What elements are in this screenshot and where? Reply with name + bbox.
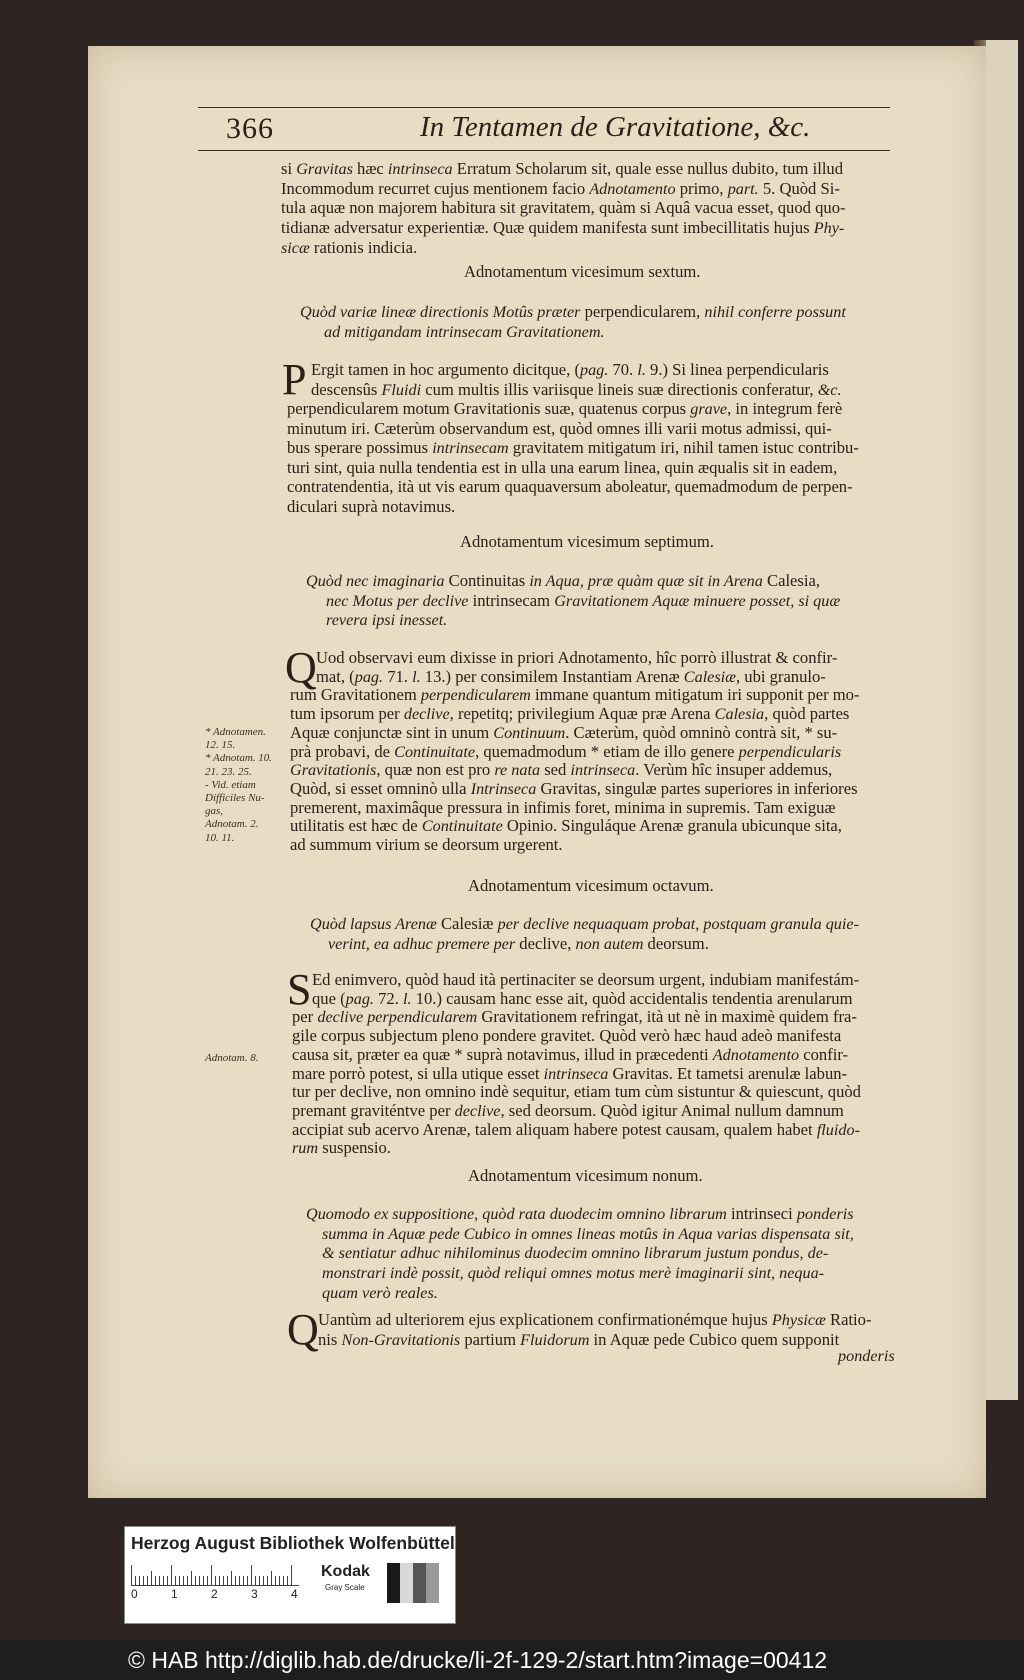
italic-run: declive bbox=[454, 1101, 501, 1120]
italic-run: summa in Aquæ pede Cubico in omnes lineas motûs in Aqua varias dispensata sit, bbox=[322, 1224, 854, 1243]
thesis-line bbox=[322, 1243, 828, 1263]
italic-run: l. bbox=[637, 361, 646, 379]
text-run: intrinsecam bbox=[468, 590, 555, 610]
text-run: . Verùm hîc insuper addemus, bbox=[635, 760, 833, 780]
paragraph-line bbox=[287, 497, 455, 517]
text-run: contratendentia, ità ut vis earum quaquaversum aboleatur, quemadmodum de perpen- bbox=[287, 477, 853, 496]
drop-cap-q2: Q bbox=[287, 1305, 319, 1354]
paragraph-line bbox=[281, 218, 844, 238]
text-run: Gravitas, singulæ partes superiores in inferiores bbox=[536, 778, 858, 798]
text-run: Calesiæ bbox=[436, 914, 498, 933]
margin-note: ‑ Vid. etiam bbox=[205, 778, 256, 791]
text-run: que ( bbox=[312, 988, 346, 1008]
gray-scale-patches bbox=[387, 1563, 439, 1603]
italic-run: perpendicularem bbox=[420, 686, 531, 705]
text-run: tula aquæ non majorem habitura sit gravitatem, quàm si Aquâ vacua esset, quod quo- bbox=[281, 198, 846, 218]
text-run: sed bbox=[540, 760, 571, 780]
italic-run: per declive nequaquam probat, postquam granula quie- bbox=[497, 915, 859, 933]
italic-run: grave bbox=[690, 400, 728, 418]
text-run: Calesia, bbox=[762, 571, 820, 590]
ruler-tick bbox=[195, 1576, 196, 1585]
heading-adnotamentum-28: Adnotamentum vicesimum octavum. bbox=[468, 876, 714, 895]
italic-run: l. bbox=[412, 667, 421, 686]
running-head: In Tentamen de Gravitatione, &c. bbox=[420, 111, 811, 143]
ruler-tick bbox=[219, 1576, 220, 1585]
italic-run: in Aqua, præ quàm quæ sit in Arena bbox=[529, 572, 763, 590]
text-run: Gravitationem refringat, ità ut nè in maximè quidem fra- bbox=[477, 1007, 857, 1027]
italic-run: ad mitigandam intrinsecam Gravitationem. bbox=[324, 322, 605, 341]
text-run: 10.) causam hanc esse ait, quòd accidentalis tendentia arenularum bbox=[411, 988, 853, 1008]
ruler-tick bbox=[223, 1576, 224, 1585]
page-number: 366 bbox=[226, 112, 274, 145]
text-run: , repetitq; privilegium Aquæ præ Arena bbox=[449, 704, 715, 724]
italic-run: non autem bbox=[575, 934, 644, 953]
drop-cap-p: P bbox=[282, 355, 307, 404]
paragraph-line bbox=[292, 1082, 861, 1102]
ruler-tick bbox=[239, 1576, 240, 1585]
italic-run: pag. bbox=[354, 667, 384, 686]
paragraph-line bbox=[290, 723, 837, 743]
paragraph-line bbox=[290, 742, 841, 762]
text-run: tidianæ adversatur experientiæ. Quæ quidem manifesta sunt imbecillitatis hujus bbox=[281, 218, 814, 238]
kodak-logo: Kodak bbox=[321, 1563, 370, 1580]
drop-cap-s: S bbox=[287, 965, 312, 1014]
margin-note: Difficiles Nu- bbox=[205, 792, 265, 804]
scale-ruler bbox=[131, 1563, 299, 1586]
text-run: tum ipsorum per bbox=[290, 704, 404, 724]
italic-run: ponderis bbox=[796, 1205, 854, 1223]
text-run: Uod observavi eum dixisse in priori Adnotamento, hîc porrò illustrat & confir- bbox=[316, 648, 838, 667]
italic-run: intrinseca bbox=[543, 1064, 609, 1083]
ruler-tick bbox=[163, 1576, 164, 1585]
text-run: minutum iri. Cæterùm observandum est, quòd omnes illi varii motus admissi, qui- bbox=[287, 418, 832, 438]
library-name: Herzog August Bibliothek Wolfenbüttel bbox=[131, 1533, 455, 1553]
heading-adnotamentum-29: Adnotamentum vicesimum nonum. bbox=[468, 1166, 703, 1185]
text-run: declive, bbox=[515, 933, 576, 953]
text-run: , in integrum ferè bbox=[727, 399, 843, 418]
paragraph-line bbox=[312, 970, 859, 990]
ruler-number: 0 bbox=[131, 1587, 138, 1601]
italic-run: Fluidorum bbox=[520, 1330, 590, 1349]
italic-run: intrinseca bbox=[387, 160, 453, 178]
text-run: Gravitas. Et tametsi arenulæ labun- bbox=[608, 1063, 848, 1083]
text-run: 70. bbox=[608, 360, 638, 379]
thesis-line bbox=[326, 591, 840, 611]
thesis-line bbox=[310, 914, 859, 934]
paragraph-line bbox=[281, 159, 843, 179]
text-run: turi sint, quia nulla tendentia est in ulla una earum linea, quin æqualis sit in eadem, bbox=[287, 457, 838, 477]
thesis-line bbox=[322, 1224, 854, 1244]
ruler-tick bbox=[167, 1576, 168, 1585]
text-run: Continuitas bbox=[444, 571, 530, 590]
italic-run: l. bbox=[403, 989, 412, 1008]
ruler-tick bbox=[263, 1576, 264, 1585]
margin-note: * Adnotam. 10. bbox=[205, 752, 273, 765]
text-run: 71. bbox=[383, 666, 413, 686]
italic-run: sicæ bbox=[281, 238, 310, 257]
ruler-tick bbox=[231, 1571, 232, 1585]
italic-run: Physicæ bbox=[771, 1311, 826, 1329]
text-run: intrinseci bbox=[726, 1204, 797, 1223]
text-run: confir- bbox=[799, 1044, 849, 1064]
text-run: nis bbox=[318, 1329, 342, 1349]
italic-run: Intrinseca bbox=[470, 779, 537, 798]
ruler-tick bbox=[183, 1576, 184, 1585]
ruler-tick bbox=[235, 1576, 236, 1585]
ruler-tick bbox=[291, 1565, 292, 1585]
text-run: utilitatis est hæc de bbox=[290, 816, 422, 836]
text-run: . Cæterùm, quòd omninò contrà sit, * su- bbox=[565, 722, 838, 742]
thesis-line bbox=[300, 302, 846, 322]
text-run: descensûs bbox=[311, 379, 382, 399]
paragraph-line bbox=[287, 477, 853, 497]
ruler-tick bbox=[215, 1576, 216, 1585]
italic-run: Calesiæ bbox=[683, 667, 736, 686]
text-run: ad summum virium se deorsum urgerent. bbox=[290, 835, 563, 854]
paragraph-line bbox=[287, 399, 842, 419]
text-run: perpendicularem motum Gravitationis suæ, quatenus corpus bbox=[287, 399, 691, 418]
italic-run: Adnotamento bbox=[712, 1045, 800, 1064]
text-run: premant graviténtve per bbox=[292, 1100, 455, 1120]
paragraph-line bbox=[312, 989, 853, 1009]
ruler-tick bbox=[171, 1565, 172, 1585]
italic-run: Gravitationem Aquæ minuere posset, si quæ bbox=[554, 591, 841, 610]
ruler-tick bbox=[191, 1571, 192, 1585]
text-run: mare porrò potest, si ulla utique esset bbox=[292, 1063, 544, 1083]
italic-run: Gravitationis bbox=[290, 761, 377, 780]
margin-note: 12. 15. bbox=[205, 739, 236, 752]
text-run: tur per declive, non omnino indè sequitur, etiam tum cùm sistuntur & quiescunt, quòd bbox=[292, 1082, 861, 1102]
italic-run: Continuitate bbox=[421, 817, 503, 836]
ruler-tick bbox=[143, 1576, 144, 1585]
paragraph-line bbox=[290, 704, 849, 724]
ruler-tick bbox=[275, 1576, 276, 1585]
paragraph-line bbox=[311, 360, 829, 380]
italic-run: Gravitas bbox=[296, 160, 353, 178]
ruler-tick bbox=[279, 1576, 280, 1585]
ruler-number: 1 bbox=[171, 1587, 178, 1601]
italic-run: Phy- bbox=[813, 219, 845, 238]
margin-note: 21. 23. 25. bbox=[205, 765, 252, 778]
heading-adnotamentum-27: Adnotamentum vicesimum septimum. bbox=[460, 532, 714, 551]
ruler-number: 4 bbox=[291, 1587, 298, 1601]
text-run: Ergit tamen in hoc argumento dicitque, ( bbox=[311, 360, 580, 379]
italic-run: intrinsecam bbox=[432, 439, 509, 457]
italic-run: & sentiatur adhuc nihilominus duodecim omnino librarum justum pondus, de- bbox=[322, 1244, 829, 1263]
ruler-tick bbox=[139, 1576, 140, 1585]
text-run: gravitatem mitigatum iri, nihil tamen istuc contribu- bbox=[508, 438, 859, 457]
paragraph-line bbox=[281, 179, 840, 199]
paragraph-line bbox=[281, 198, 846, 218]
paragraph-line bbox=[311, 380, 842, 400]
heading-adnotamentum-26: Adnotamentum vicesimum sextum. bbox=[464, 262, 701, 281]
italic-run: Quòd nec imaginaria bbox=[306, 572, 445, 590]
italic-run: nec Motus per declive bbox=[326, 591, 469, 610]
thesis-line bbox=[306, 571, 820, 591]
italic-run: fluido- bbox=[816, 1120, 860, 1139]
paragraph-line bbox=[292, 1064, 847, 1084]
header-bottom-rule bbox=[198, 150, 890, 151]
italic-run: Quòd lapsus Arenæ bbox=[310, 915, 437, 933]
margin-note: Adnotam. 2. bbox=[205, 818, 259, 831]
italic-run: Continuum bbox=[493, 723, 566, 742]
ruler-tick bbox=[135, 1576, 136, 1585]
italic-run: Quòd variæ lineæ directionis Motûs præter bbox=[300, 303, 581, 321]
text-run: hæc bbox=[352, 159, 388, 178]
text-run: 13.) per consimilem Instantiam Arenæ bbox=[420, 666, 684, 686]
text-run: , quemadmodum * etiam de illo genere bbox=[475, 741, 739, 761]
ruler-tick bbox=[155, 1576, 156, 1585]
text-run: Ed enimvero, quòd haud ità pertinaciter se deorsum urgent, indubiam manifestám- bbox=[312, 970, 860, 989]
text-run: si bbox=[281, 159, 297, 178]
ruler-tick bbox=[211, 1565, 212, 1585]
ruler-tick bbox=[227, 1576, 228, 1585]
italic-run: Quomodo ex suppositione, quòd rata duodecim omnino librarum bbox=[306, 1205, 727, 1223]
italic-run: &c. bbox=[817, 380, 842, 399]
text-run: diculari suprà notavimus. bbox=[287, 496, 456, 516]
italic-run: intrinseca bbox=[570, 761, 636, 780]
italic-run: pag. bbox=[579, 361, 609, 379]
ruler-tick bbox=[207, 1576, 208, 1585]
text-run: primo, bbox=[675, 178, 728, 198]
text-run: in Aquæ pede Cubico quem supponit bbox=[589, 1329, 840, 1349]
text-run: Erratum Scholarum sit, quale esse nullus dubito, tum illud bbox=[452, 159, 844, 178]
paragraph-line bbox=[281, 238, 417, 258]
text-run: Opinio. Singuláque Arenæ granula ubicunque sita, bbox=[502, 816, 842, 836]
text-run: partium bbox=[460, 1329, 521, 1349]
drop-cap-q: Q bbox=[285, 643, 317, 692]
text-run: suspensio. bbox=[318, 1138, 391, 1158]
text-run: causa sit, præter ea quæ * suprà notavimus, illud in præcedenti bbox=[292, 1044, 713, 1064]
ruler-tick bbox=[251, 1565, 252, 1585]
text-run: Aquæ conjunctæ sint in unum bbox=[290, 722, 494, 742]
thesis-line bbox=[322, 1283, 438, 1303]
ruler-tick bbox=[187, 1576, 188, 1585]
ruler-tick bbox=[147, 1576, 148, 1585]
gray-scale-label: Gray Scale bbox=[325, 1583, 365, 1592]
paragraph-line bbox=[292, 1101, 844, 1121]
margin-note: 10. 11. bbox=[205, 831, 235, 844]
text-run: bus sperare possimus bbox=[287, 438, 433, 457]
paragraph-line bbox=[290, 835, 563, 855]
text-run: premerent, maximâque pressura in infimis foret, minima in supremis. Tam exiguæ bbox=[290, 797, 836, 817]
paragraph-line bbox=[316, 667, 826, 687]
italic-run: declive perpendicularem bbox=[317, 1008, 478, 1027]
italic-run: part. bbox=[727, 179, 759, 198]
paragraph-line bbox=[290, 760, 832, 780]
ruler-tick bbox=[259, 1576, 260, 1585]
text-run: , quòd partes bbox=[764, 704, 850, 724]
italic-run: quam verò reales. bbox=[322, 1283, 438, 1302]
italic-run: Non-Gravitationis bbox=[341, 1330, 461, 1349]
text-run: perpendicularem, bbox=[580, 302, 705, 321]
paragraph-line bbox=[292, 1045, 848, 1065]
ruler-tick bbox=[159, 1576, 160, 1585]
margin-note: Adnotam. 8. bbox=[205, 1052, 259, 1064]
text-run: per bbox=[292, 1007, 318, 1027]
text-run: , sed deorsum. Quòd igitur Animal nullum damnum bbox=[500, 1100, 844, 1120]
text-run: 5. Quòd Si- bbox=[758, 178, 840, 198]
margin-note: * Adnotamen. bbox=[205, 726, 266, 738]
paragraph-line bbox=[287, 458, 837, 478]
text-run: , quæ non est pro bbox=[376, 760, 495, 780]
italic-run: Adnotamento bbox=[589, 179, 676, 198]
italic-run: Fluidi bbox=[381, 380, 422, 399]
italic-run: nihil conferre possunt bbox=[704, 303, 846, 321]
text-run: immane quantum mitigatum iri supponit per mo- bbox=[530, 685, 860, 705]
ruler-tick bbox=[175, 1576, 176, 1585]
text-run: prà probavi, de bbox=[290, 741, 395, 761]
text-run: 72. bbox=[373, 988, 404, 1008]
paragraph-line bbox=[290, 779, 858, 799]
ruler-tick bbox=[131, 1565, 132, 1585]
ruler-tick bbox=[199, 1576, 200, 1585]
paragraph-line bbox=[292, 1007, 857, 1027]
ruler-tick bbox=[287, 1576, 288, 1585]
paragraph-line bbox=[290, 685, 859, 705]
text-run: cum multis illis variisque lineis suæ directionis conferatur, bbox=[421, 379, 818, 399]
ruler-number: 3 bbox=[251, 1587, 258, 1601]
paragraph-line bbox=[292, 1120, 860, 1140]
thesis-line bbox=[328, 934, 709, 954]
text-run: mat, ( bbox=[316, 666, 355, 686]
paragraph-line bbox=[287, 438, 859, 458]
library-color-card bbox=[124, 1526, 456, 1624]
ruler-tick bbox=[255, 1576, 256, 1585]
italic-run: pag. bbox=[345, 989, 374, 1008]
text-run: deorsum. bbox=[643, 933, 709, 953]
footer-copyright-url[interactable]: © HAB http://diglib.hab.de/drucke/li-2f-129-2/start.htm?image=00412 bbox=[128, 1647, 828, 1673]
thesis-line bbox=[322, 1263, 824, 1283]
ruler-tick bbox=[271, 1571, 272, 1585]
paragraph-line bbox=[318, 1310, 871, 1330]
text-run: 9.) Si linea perpendicularis bbox=[645, 360, 829, 379]
paragraph-line bbox=[290, 798, 836, 818]
text-run: Quòd, si esset omninò ulla bbox=[290, 778, 471, 798]
text-run: accipiat sub acervo Arenæ, talem aliquam habere potest causam, qualem habet bbox=[292, 1119, 817, 1139]
margin-note: gas, bbox=[205, 805, 224, 818]
ruler-tick bbox=[243, 1576, 244, 1585]
text-run: , ubi granulo- bbox=[735, 666, 826, 686]
ruler-tick bbox=[247, 1576, 248, 1585]
ruler-tick bbox=[151, 1571, 152, 1585]
italic-run: Calesia bbox=[714, 705, 765, 724]
text-run: rum Gravitationem bbox=[290, 685, 421, 705]
text-run: gile corpus subjectum pleno pondere gravitet. Quòd verò hæc haud adeò manifesta bbox=[292, 1026, 842, 1046]
ruler-tick bbox=[267, 1576, 268, 1585]
paragraph-line bbox=[316, 648, 837, 668]
ruler-tick bbox=[203, 1576, 204, 1585]
text-run: Ratio- bbox=[825, 1310, 872, 1329]
italic-run: perpendicularis bbox=[738, 742, 842, 761]
ruler-number: 2 bbox=[211, 1587, 218, 1601]
header-top-rule bbox=[198, 107, 890, 108]
paragraph-line bbox=[290, 816, 842, 836]
italic-run: Continuitate bbox=[394, 742, 476, 761]
text-run: Incommodum recurret cujus mentionem facio bbox=[281, 178, 590, 198]
italic-run: re nata bbox=[494, 761, 541, 780]
text-run: rationis indicia. bbox=[309, 237, 418, 257]
catchword: ponderis bbox=[838, 1347, 895, 1365]
italic-run: revera ipsi inesset. bbox=[326, 611, 448, 630]
italic-run: monstrari indè possit, quòd reliqui omnes motus merè imaginarii sint, nequa- bbox=[322, 1264, 825, 1283]
paragraph-line bbox=[292, 1138, 391, 1158]
text-run: Uantùm ad ulteriorem ejus explicationem confirmationémque hujus bbox=[318, 1310, 772, 1329]
paragraph-line bbox=[287, 419, 832, 439]
ruler-tick bbox=[283, 1576, 284, 1585]
paragraph-line bbox=[292, 1026, 841, 1046]
italic-run: declive bbox=[403, 705, 450, 724]
italic-run: verint, ea adhuc premere per bbox=[328, 934, 516, 953]
ruler-tick bbox=[179, 1576, 180, 1585]
thesis-line bbox=[324, 322, 605, 342]
thesis-line bbox=[306, 1204, 854, 1224]
thesis-line bbox=[326, 610, 447, 630]
italic-run: rum bbox=[292, 1139, 319, 1158]
paragraph-line bbox=[318, 1330, 839, 1350]
